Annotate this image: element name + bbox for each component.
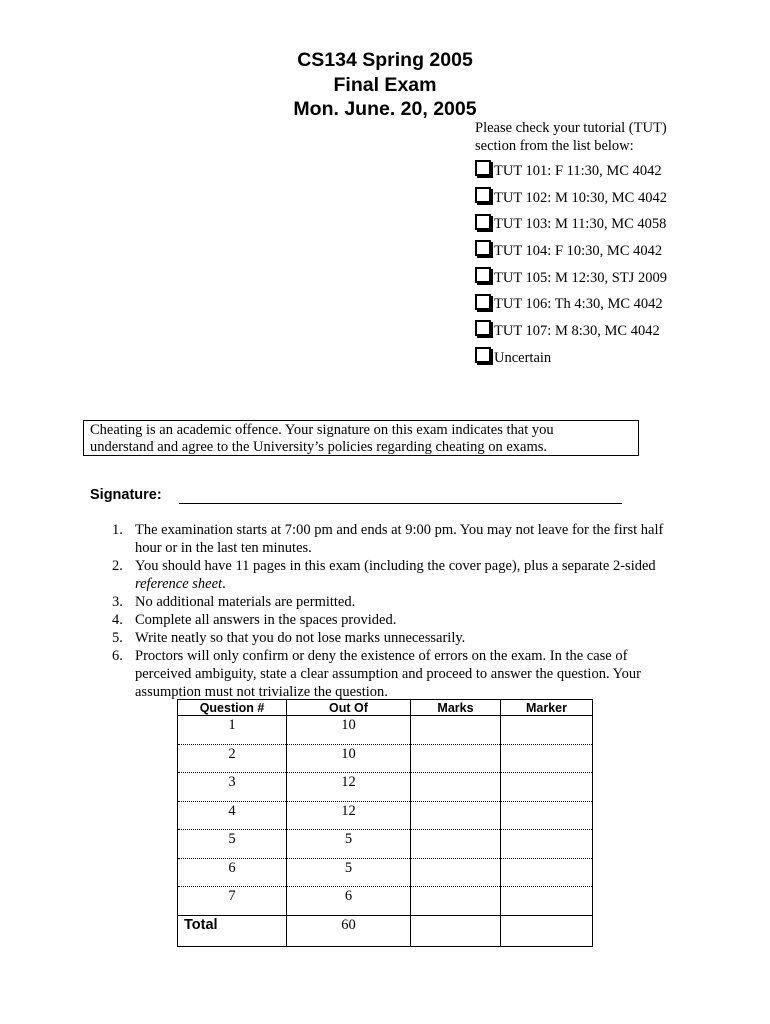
exam-name: Final Exam — [333, 73, 437, 96]
tutorial-option-106[interactable] — [475, 291, 765, 318]
total-marker-cell[interactable] — [501, 915, 593, 946]
tutorial-options — [475, 158, 765, 372]
out-of-value: 5 — [287, 858, 411, 887]
out-of-value: 10 — [287, 744, 411, 773]
notice-line-1: Cheating is an academic offence. Your signature on this exam indicates that you — [90, 422, 554, 438]
marks-cell[interactable] — [411, 716, 501, 745]
instruction-item — [88, 629, 668, 647]
marks-cell[interactable] — [411, 858, 501, 887]
total-value: 60 — [287, 915, 411, 946]
tutorial-option-102[interactable] — [475, 185, 765, 212]
instruction-text: You should have 11 pages in this exam (including the cover page), plus a separate 2-sided — [135, 558, 656, 574]
marker-cell[interactable] — [501, 773, 593, 802]
instruction-emphasis: reference sheet — [135, 576, 223, 592]
marks-table — [177, 699, 593, 947]
instruction-number: 6. — [112, 648, 123, 664]
marker-cell[interactable] — [501, 744, 593, 773]
table-row — [178, 858, 593, 887]
checkbox-icon[interactable] — [475, 160, 491, 176]
header-marks: Marks — [411, 700, 501, 716]
tutorial-option-107[interactable] — [475, 318, 765, 345]
tutorial-option-label: TUT 103: M 11:30, MC 4058 — [494, 216, 667, 233]
question-number: 7 — [178, 887, 287, 916]
instruction-number: 1. — [112, 522, 123, 538]
marks-cell[interactable] — [411, 887, 501, 916]
tutorial-option-label: Uncertain — [494, 349, 552, 366]
tutorial-option-label: TUT 101: F 11:30, MC 4042 — [494, 162, 662, 179]
instruction-text: The examination starts at 7:00 pm and ends at 9:00 pm. You may not leave for the first half hour or in the last ten minutes. — [135, 522, 664, 556]
instruction-number: 5. — [112, 630, 123, 646]
signature-label: Signature: — [90, 487, 162, 503]
marker-cell[interactable] — [501, 887, 593, 916]
instruction-text: No additional materials are permitted. — [135, 594, 356, 610]
question-number: 6 — [178, 858, 287, 887]
question-number: 3 — [178, 773, 287, 802]
question-number: 5 — [178, 830, 287, 859]
exam-date: Mon. June. 20, 2005 — [293, 98, 477, 120]
instruction-text-end: . — [222, 576, 226, 592]
total-row — [178, 915, 593, 946]
checkbox-icon[interactable] — [475, 320, 491, 336]
tutorial-prompt-line-2: section from the list below: — [475, 138, 634, 154]
tutorial-option-103[interactable] — [475, 211, 765, 238]
academic-integrity-notice — [83, 420, 639, 456]
tutorial-prompt — [475, 119, 765, 155]
instruction-item — [88, 611, 668, 629]
tutorial-option-105[interactable] — [475, 265, 765, 292]
header-out-of: Out Of — [287, 700, 411, 716]
exam-title — [0, 48, 770, 122]
course-title: CS134 Spring 2005 — [297, 49, 473, 71]
tutorial-option-uncertain[interactable] — [475, 345, 765, 372]
question-number: 1 — [178, 716, 287, 745]
total-label: Total — [178, 915, 287, 946]
tutorial-section — [475, 119, 765, 372]
instruction-text: Complete all answers in the spaces provided. — [135, 612, 397, 628]
tutorial-option-101[interactable] — [475, 158, 765, 185]
tutorial-option-label: TUT 106: Th 4:30, MC 4042 — [494, 296, 663, 313]
marks-cell[interactable] — [411, 744, 501, 773]
marks-cell[interactable] — [411, 801, 501, 830]
table-row — [178, 773, 593, 802]
table-row — [178, 801, 593, 830]
signature-line[interactable] — [179, 503, 622, 504]
marker-cell[interactable] — [501, 830, 593, 859]
checkbox-icon[interactable] — [475, 240, 491, 256]
out-of-value: 12 — [287, 801, 411, 830]
marker-cell[interactable] — [501, 858, 593, 887]
instruction-item — [88, 557, 668, 593]
exam-instructions — [88, 521, 668, 701]
out-of-value: 6 — [287, 887, 411, 916]
checkbox-icon[interactable] — [475, 214, 491, 230]
question-number: 4 — [178, 801, 287, 830]
tutorial-option-label: TUT 104: F 10:30, MC 4042 — [494, 242, 663, 259]
instruction-item — [88, 593, 668, 611]
instruction-item — [88, 521, 668, 557]
question-number: 2 — [178, 744, 287, 773]
table-header-row — [178, 700, 593, 716]
instruction-text: Write neatly so that you do not lose marks unnecessarily. — [135, 630, 466, 646]
tutorial-option-label: TUT 105: M 12:30, STJ 2009 — [494, 269, 667, 286]
checkbox-icon[interactable] — [475, 294, 491, 310]
tutorial-option-label: TUT 107: M 8:30, MC 4042 — [494, 322, 660, 339]
marker-cell[interactable] — [501, 801, 593, 830]
checkbox-icon[interactable] — [475, 187, 491, 203]
marks-cell[interactable] — [411, 773, 501, 802]
checkbox-icon[interactable] — [475, 267, 491, 283]
notice-line-2: understand and agree to the University’s policies regarding cheating on exams. — [90, 439, 548, 455]
out-of-value: 10 — [287, 716, 411, 745]
out-of-value: 5 — [287, 830, 411, 859]
instruction-number: 2. — [112, 558, 123, 574]
tutorial-option-label: TUT 102: M 10:30, MC 4042 — [494, 189, 667, 206]
signature-row — [90, 487, 630, 507]
marker-cell[interactable] — [501, 716, 593, 745]
table-row — [178, 830, 593, 859]
tutorial-prompt-line-1: Please check your tutorial (TUT) — [475, 120, 667, 136]
out-of-value: 12 — [287, 773, 411, 802]
instruction-item — [88, 647, 668, 701]
header-marker: Marker — [501, 700, 593, 716]
marks-cell[interactable] — [411, 830, 501, 859]
header-question: Question # — [178, 700, 287, 716]
total-marks-cell[interactable] — [411, 915, 501, 946]
instruction-number: 3. — [112, 594, 123, 610]
instruction-number: 4. — [112, 612, 123, 628]
checkbox-icon[interactable] — [475, 347, 491, 363]
table-row — [178, 744, 593, 773]
table-row — [178, 887, 593, 916]
tutorial-option-104[interactable] — [475, 238, 765, 265]
instruction-text: Proctors will only confirm or deny the existence of errors on the exam. In the case of perceived ambiguity, state a clear assumption and proceed to answer the question. Your assumption must not trivialize the question. — [135, 648, 642, 700]
table-row — [178, 716, 593, 745]
